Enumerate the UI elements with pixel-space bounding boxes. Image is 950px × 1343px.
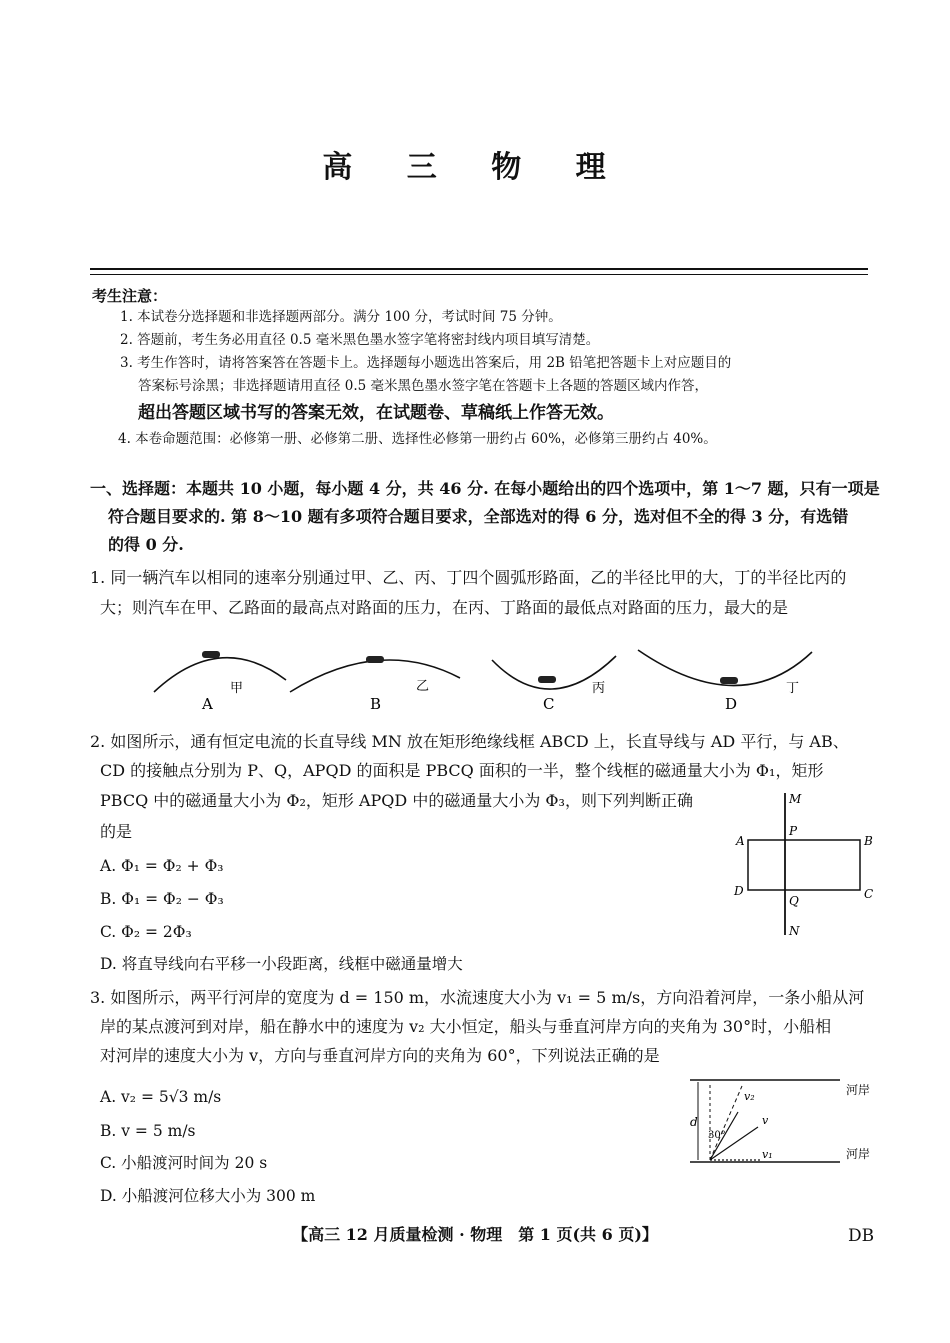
q3-figure [680,1072,880,1172]
label-v1: v₁ [762,1148,773,1161]
notice-item-2: 2. 答题前，考生务必用直径 0.5 毫米黑色墨水签字笔将密封线内项目填写清楚。 [120,332,600,348]
label-v: v [762,1114,769,1127]
label-a: A [736,834,745,848]
q2-option-d: D. 将直导线向右平移一小段距离，线框中磁通量增大 [100,955,463,973]
label-c: C [864,887,874,901]
q2-stem-1: 2. 如图所示，通有恒定电流的长直导线 MN 放在矩形绝缘线框 ABCD 上，长直导线与 AD 平行，与 AB、 [90,732,849,751]
header-rule [90,268,868,270]
label-p: P [789,824,798,838]
q1-option-c-label: C [543,695,555,713]
q1-stem-1: 1. 同一辆汽车以相同的速率分别通过甲、乙、丙、丁四个圆弧形路面，乙的半径比甲的大，丁的半径比丙的 [90,568,847,587]
section-1-intro-2: 符合题目要求的. 第 8～10 题有多项符合题目要求，全部选对的得 6 分，选对但不全的得 3 分，有选错 [108,507,849,526]
notice-item-3-cont: 答案标号涂黑；非选择题请用直径 0.5 毫米黑色墨水签字笔在答题卡上各题的答题区域内作答， [138,378,709,394]
q3-stem-3: 对河岸的速度大小为 v，方向与垂直河岸方向的夹角为 60°，下列说法正确的是 [100,1046,660,1065]
bank-top-label: 河岸 [846,1083,871,1097]
notice-item-1: 1. 本试卷分选择题和非选择题两部分。满分 100 分，考试时间 75 分钟。 [120,309,562,325]
q2-option-a: A. Φ₁ = Φ₂ + Φ₃ [100,857,224,875]
q3-stem-1: 3. 如图所示，两平行河岸的宽度为 d = 150 m，水流速度大小为 v₁ = 5 m/s，方向沿着河岸，一条小船从河 [90,988,865,1007]
car-icon [202,651,220,658]
paper-code: DB [848,1226,875,1246]
notice-item-4: 4. 本卷命题范围：必修第一册、必修第二册、选择性必修第一册约占 60%，必修第三册约占 40%。 [118,431,717,447]
q1-option-d-label: D [725,695,738,713]
notice-item-3-warning: 超出答题区域书写的答案无效，在试题卷、草稿纸上作答无效。 [138,403,614,423]
q3-option-b: B. v = 5 m/s [100,1122,196,1140]
label-d: D [734,884,744,898]
road-label-yi: 乙 [416,679,430,694]
car-icon [538,676,556,683]
road-arc-yi [290,660,460,692]
q2-option-b: B. Φ₁ = Φ₂ − Φ₃ [100,890,224,908]
page-footer: 【高三 12 月质量检测 · 物理 第 1 页(共 6 页)】 [292,1225,658,1244]
q3-stem-2: 岸的某点渡河到对岸，船在静水中的速度为 v₂ 大小恒定，船头与垂直河岸方向的夹角为 30°时，小船相 [100,1017,832,1036]
q1-figure [140,640,820,720]
label-v2: v₂ [744,1090,755,1103]
q2-option-c: C. Φ₂ = 2Φ₃ [100,923,192,941]
road-label-ding: 丁 [786,681,800,696]
q2-stem-4: 的是 [100,822,133,841]
label-n: N [789,924,800,938]
q1-option-b-label: B [370,695,382,713]
q1-option-a-label: A [202,695,213,713]
q3-option-c: C. 小船渡河时间为 20 s [100,1154,268,1172]
bank-bottom-label: 河岸 [846,1147,871,1161]
section-1-intro: 一、选择题：本题共 10 小题，每小题 4 分，共 46 分. 在每小题给出的四个选项中，第 1～7 题，只有一项是 [90,479,880,498]
q1-stem-2: 大；则汽车在甲、乙路面的最高点对路面的压力，在丙、丁路面的最低点对路面的压力，最大的是 [100,598,789,617]
frame-abcd [748,840,860,890]
section-1-intro-3: 的得 0 分. [108,535,184,554]
label-b: B [864,834,873,848]
label-m: M [789,792,802,806]
notice-item-3: 3. 考生作答时，请将答案答在答题卡上。选择题每小题选出答案后，用 2B 铅笔把答题卡上对应题目的 [120,355,732,371]
road-label-bing: 丙 [592,681,606,696]
label-q: Q [789,894,799,908]
q2-figure [730,785,880,945]
car-icon [366,656,384,663]
road-label-jia: 甲 [230,681,244,696]
label-d: d [690,1115,698,1129]
road-arc-jia [154,658,286,692]
header-rule-thin [90,274,868,275]
page-title: 高 三 物 理 [322,150,628,185]
q2-stem-2: CD 的接触点分别为 P、Q，APQD 的面积是 PBCQ 面积的一半，整个线框的磁通量大小为 Φ₁，矩形 [100,761,824,780]
q3-option-d: D. 小船渡河位移大小为 300 m [100,1187,316,1205]
label-angle: 30° [708,1130,726,1141]
car-icon [720,677,738,684]
q3-option-a: A. v₂ = 5√3 m/s [100,1088,222,1106]
q2-stem-3: PBCQ 中的磁通量大小为 Φ₂，矩形 APQD 中的磁通量大小为 Φ₃，则下列判断正确 [100,791,693,810]
notice-heading: 考生注意： [92,287,168,305]
